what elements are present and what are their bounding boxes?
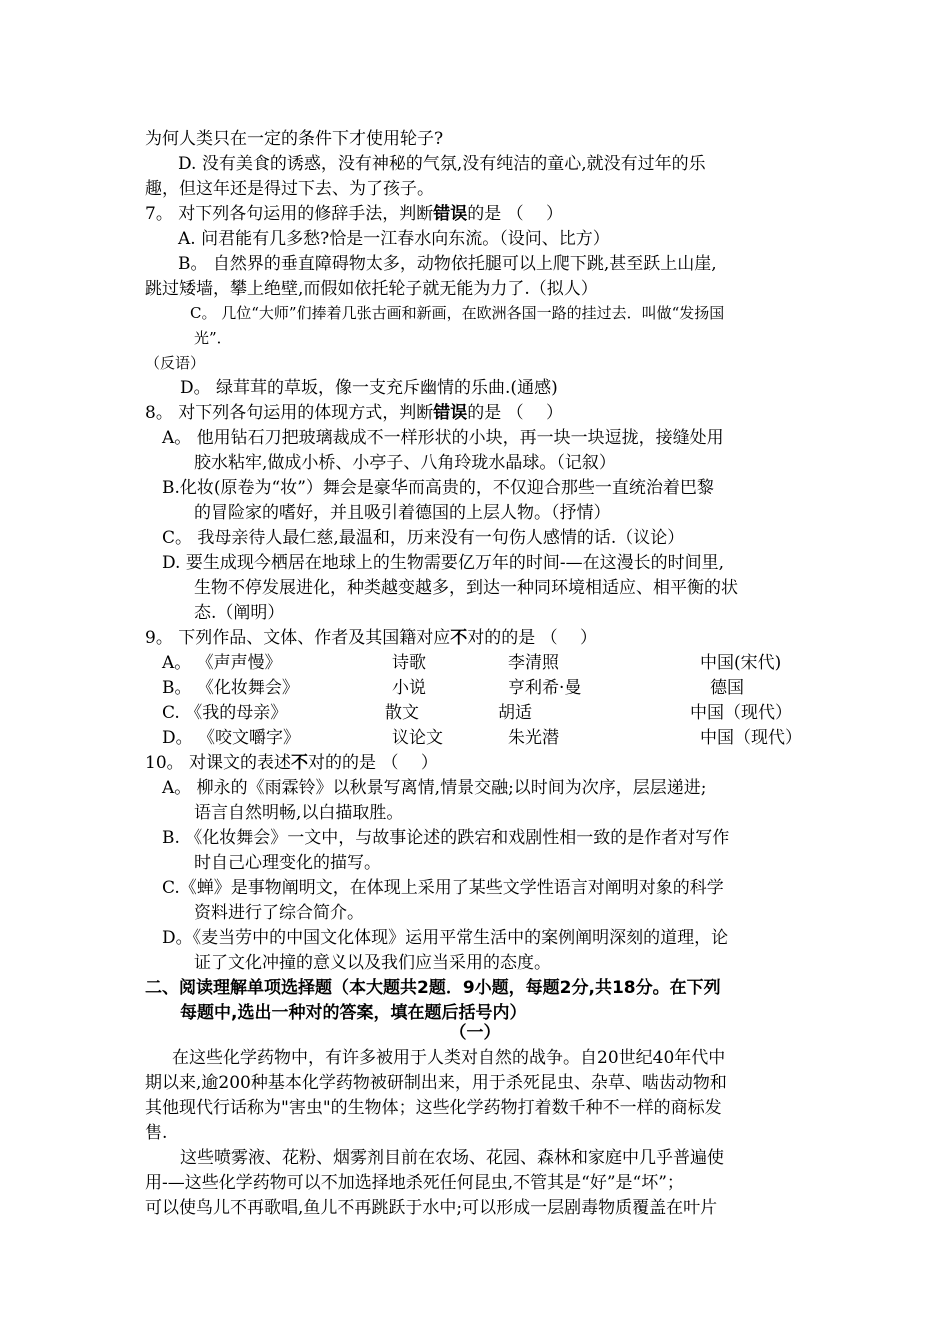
option-c: C。 我母亲待人最仁慈,最温和，历来没有一句伤人感情的话.（议论） bbox=[162, 528, 685, 548]
text-line: 时自己心理变化的描写。 bbox=[194, 853, 381, 873]
table-cell: 胡适 bbox=[498, 703, 532, 723]
table-cell: 中国(宋代) bbox=[700, 653, 782, 673]
table-cell: 朱光潜 bbox=[508, 728, 559, 748]
option-b: B.化妆(原卷为“妆”）舞会是豪华而高贵的，不仅迎合那些一直统治着巴黎 bbox=[162, 478, 714, 498]
emphasis-text: 错误 bbox=[433, 403, 468, 423]
paragraph-line: 售. bbox=[145, 1123, 168, 1143]
question-8-stem bbox=[145, 402, 563, 424]
paragraph-line: 在这些化学药物中，有许多被用于人类对自然的战争。自20世纪40年代中 bbox=[172, 1048, 726, 1068]
text-line: 证了文化冲撞的意义以及我们应当采用的态度。 bbox=[194, 953, 551, 973]
paragraph-line: 其他现代行话称为"害虫"的生物体；这些化学药物打着数千种不一样的商标发 bbox=[145, 1098, 722, 1118]
table-cell: B。 《化妆舞会》 bbox=[162, 678, 299, 698]
text-line: 资料进行了综合简介。 bbox=[194, 903, 364, 923]
table-cell: D。 《咬文嚼字》 bbox=[162, 728, 301, 748]
table-cell: 中国（现代） bbox=[690, 703, 792, 723]
text-fragment: 的是 （ ） bbox=[467, 403, 564, 423]
text-line: 跳过矮墙，攀上绝壁,而假如依托轮子就无能为力了.（拟人） bbox=[145, 279, 598, 299]
option-d: D。《麦当劳中的中国文化体现》运用平常生活中的案例阐明深刻的道理，论 bbox=[162, 928, 729, 948]
option-a: A. 问君能有几多愁?恰是一江春水向东流。（设问、比方） bbox=[178, 229, 610, 249]
option-a: A。 他用钻石刀把玻璃裁成不一样形状的小块，再一块一块逗拢，接缝处用 bbox=[162, 428, 724, 448]
question-7-stem bbox=[145, 203, 563, 225]
option-a: A。 柳永的《雨霖铃》以秋景写离情,情景交融;以时间为次序，层层递进; bbox=[162, 778, 707, 798]
emphasis-text: 不 bbox=[291, 753, 309, 773]
question-9-stem bbox=[145, 627, 597, 649]
table-cell: 散文 bbox=[385, 703, 419, 723]
text-line: 趣，但这年还是得过下去、为了孩子。 bbox=[145, 179, 434, 199]
text-fragment: 9。 下列作品、文体、作者及其国籍对应 bbox=[145, 628, 451, 648]
option-c: C.《蝉》是事物阐明文，在体现上采用了某些文学性语言对阐明对象的科学 bbox=[162, 878, 724, 898]
table-cell: 议论文 bbox=[392, 728, 443, 748]
text-fragment: 对的的是 （ ） bbox=[308, 753, 438, 773]
text-line: 光”． bbox=[194, 329, 232, 347]
paragraph-line: 可以使鸟儿不再歌唱,鱼儿不再跳跃于水中;可以形成一层剧毒物质覆盖在叶片 bbox=[145, 1198, 718, 1218]
table-cell: 诗歌 bbox=[392, 653, 426, 673]
emphasis-text: 不 bbox=[450, 628, 468, 648]
table-cell: 德国 bbox=[710, 678, 744, 698]
text-line: 语言自然明畅,以白描取胜。 bbox=[194, 803, 404, 823]
table-cell: 小说 bbox=[392, 678, 426, 698]
table-cell: A。 《声声慢》 bbox=[162, 653, 282, 673]
passage-number: （一） bbox=[449, 1023, 501, 1043]
table-cell: 中国（现代） bbox=[700, 728, 802, 748]
table-cell: 李清照 bbox=[508, 653, 559, 673]
text-line: 为何人类只在一定的条件下才使用轮子? bbox=[145, 129, 444, 149]
text-line: 生物不停发展进化，种类越变越多，到达一种同环境相适应、相平衡的状 bbox=[194, 578, 738, 598]
paragraph-line: 这些喷雾液、花粉、烟雾剂目前在农场、花园、森林和家庭中几乎普遍使 bbox=[180, 1148, 724, 1168]
text-line: 胶水粘牢,做成小桥、小亭子、八角玲珑水晶球。（记叙） bbox=[194, 453, 616, 473]
section-heading: 二、阅读理解单项选择题（本大题共2题．9小题，每题2分,共18分。在下列 bbox=[145, 978, 721, 998]
paragraph-line: 期以来,逾200种基本化学药物被研制出来，用于杀死昆虫、杂草、啮齿动物和 bbox=[145, 1073, 727, 1093]
option-b: B. 《化妆舞会》一文中，与故事论述的跌宕和戏剧性相一致的是作者对写作 bbox=[162, 828, 730, 848]
option-c: C。 几位“大师”们捧着几张古画和新画，在欧洲各国一路的挂过去．叫做“发扬国 bbox=[190, 304, 725, 322]
option-d: D. 要生成现今栖居在地球上的生物需要亿万年的时间-—在这漫长的时间里, bbox=[162, 553, 724, 573]
paragraph-line: 用-—这些化学药物可以不加选择地杀死任何昆虫,不管其是“好”是“坏”； bbox=[145, 1173, 684, 1193]
section-heading-cont: 每题中,选出一种对的答案，填在题后括号内） bbox=[180, 1003, 527, 1023]
emphasis-text: 错误 bbox=[433, 204, 468, 224]
text-fragment: 7。 对下列各句运用的修辞手法，判断 bbox=[145, 204, 434, 224]
question-10-stem bbox=[145, 752, 438, 774]
text-fragment: 8。 对下列各句运用的体现方式，判断 bbox=[145, 403, 434, 423]
text-line: 态.（阐明） bbox=[194, 603, 285, 623]
option-b: B。 自然界的垂直障碍物太多，动物依托腿可以上爬下跳,甚至跃上山崖, bbox=[178, 254, 717, 274]
option-d: D。 绿茸茸的草坂，像一支充斥幽情的乐曲.(通感) bbox=[180, 378, 558, 398]
text-line: 的冒险家的嗜好，并且吸引着德国的上层人物。（抒情） bbox=[194, 503, 611, 523]
text-fragment: 对的的是 （ ） bbox=[467, 628, 598, 648]
text-line: D. 没有美食的诱惑，没有神秘的气氛,没有纯洁的童心,就没有过年的乐 bbox=[178, 154, 706, 174]
text-fragment: 的是 （ ） bbox=[467, 204, 564, 224]
text-line: （反语） bbox=[145, 354, 206, 372]
table-cell: C. 《我的母亲》 bbox=[162, 703, 288, 723]
table-cell: 亨利希·曼 bbox=[508, 678, 582, 698]
text-fragment: 10。 对课文的表述 bbox=[145, 753, 292, 773]
